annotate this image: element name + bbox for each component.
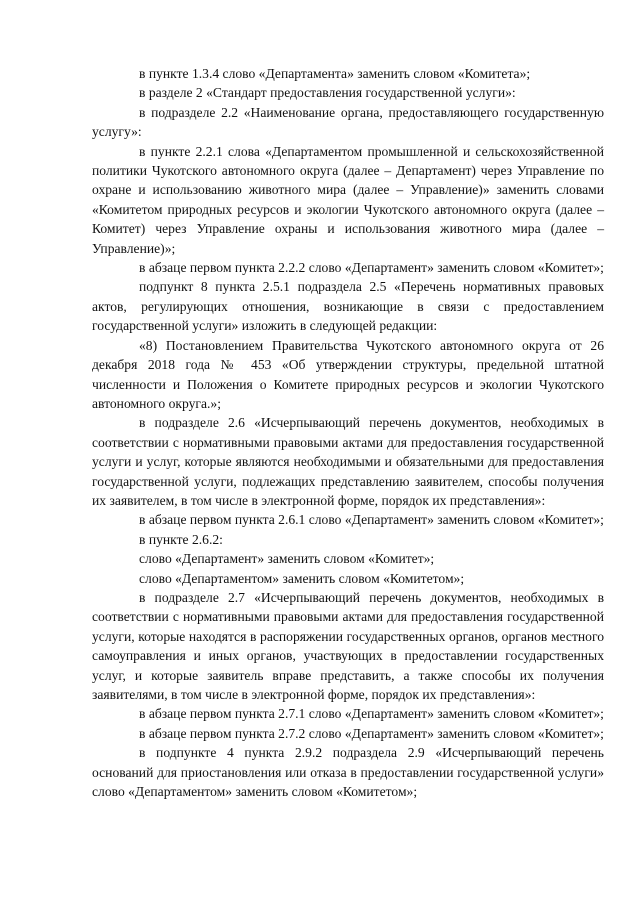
paragraph-2: в разделе 2 «Стандарт предоставления государственной услуги»:: [139, 85, 516, 101]
paragraph-7: «8) Постановлением Правительства Чукотского автономного округа от 26 декабря 2018 года № 453 «Об утверждении структуры, предельной штатной численности и Положения о Комитете природных ресурсов и экологии Чукотского автономного округа.»;: [92, 337, 604, 411]
paragraph-1: в пункте 1.3.4 слово «Департамента» заменить словом «Комитета»;: [139, 66, 531, 81]
paragraph-10: в пункте 2.6.2:: [139, 531, 223, 547]
paragraph-14: в абзаце первом пункта 2.7.1 слово «Департамент» заменить словом «Комитет»;: [139, 706, 604, 722]
paragraph-12: слово «Департаментом» заменить словом «Комитетом»;: [139, 570, 465, 586]
paragraph-15: в абзаце первом пункта 2.7.2 слово «Департамент» заменить словом «Комитет»;: [139, 725, 604, 741]
paragraph-16: в подпункте 4 пункта 2.9.2 подраздела 2.9 «Исчерпывающий перечень оснований для приостановления или отказа в предоставлении государственной услуги» слово «Департаментом» заменить словом «Комитетом»;: [92, 745, 604, 800]
paragraph-3: в подразделе 2.2 «Наименование органа, предоставляющего государственную услугу»:: [92, 104, 604, 140]
paragraph-4: в пункте 2.2.1 слова «Департаментом промышленной и сельскохозяйственной политики Чукотского автономного округа (далее – Департамент) через Управление по охране и использованию животного мира (далее – Управление)» заменить словами «Комитетом природных ресурсов и экологии Чукотского автономного округа (далее – Комитет) через Управление охраны и использования животного мира (далее – Управление)»;: [92, 143, 604, 256]
paragraph-8: в подразделе 2.6 «Исчерпывающий перечень документов, необходимых в соответствии с нормативными правовыми актами для предоставления государственной услуги и услуг, которые являются необходимыми и обязательными для предоставления государственной услуги, подлежащих представлению заявителем, способы получения их заявителем, в том числе в электронной форме, порядок их представления»:: [92, 415, 604, 508]
paragraph-13: в подразделе 2.7 «Исчерпывающий перечень документов, необходимых в соответствии с нормативными правовыми актами для предоставления государственной услуги, которые находятся в распоряжении государственных органов, органов местного самоуправления и иных органов, участвующих в предоставлении государственных услуг, и которые заявитель вправе представить, а также способы их получения заявителями, в том числе в электронной форме, порядок их представления»:: [92, 589, 604, 702]
paragraph-6: подпункт 8 пункта 2.5.1 подраздела 2.5 «Перечень нормативных правовых актов, регулирующих отношения, возникающие в связи с предоставлением государственной услуги» изложить в следующей редакции:: [92, 279, 604, 334]
document-body: [92, 64, 604, 801]
paragraph-11: слово «Департамент» заменить словом «Комитет»;: [139, 551, 435, 567]
paragraph-9: в абзаце первом пункта 2.6.1 слово «Департамент» заменить словом «Комитет»;: [139, 512, 604, 528]
paragraph-5: в абзаце первом пункта 2.2.2 слово «Департамент» заменить словом «Комитет»;: [139, 260, 604, 276]
